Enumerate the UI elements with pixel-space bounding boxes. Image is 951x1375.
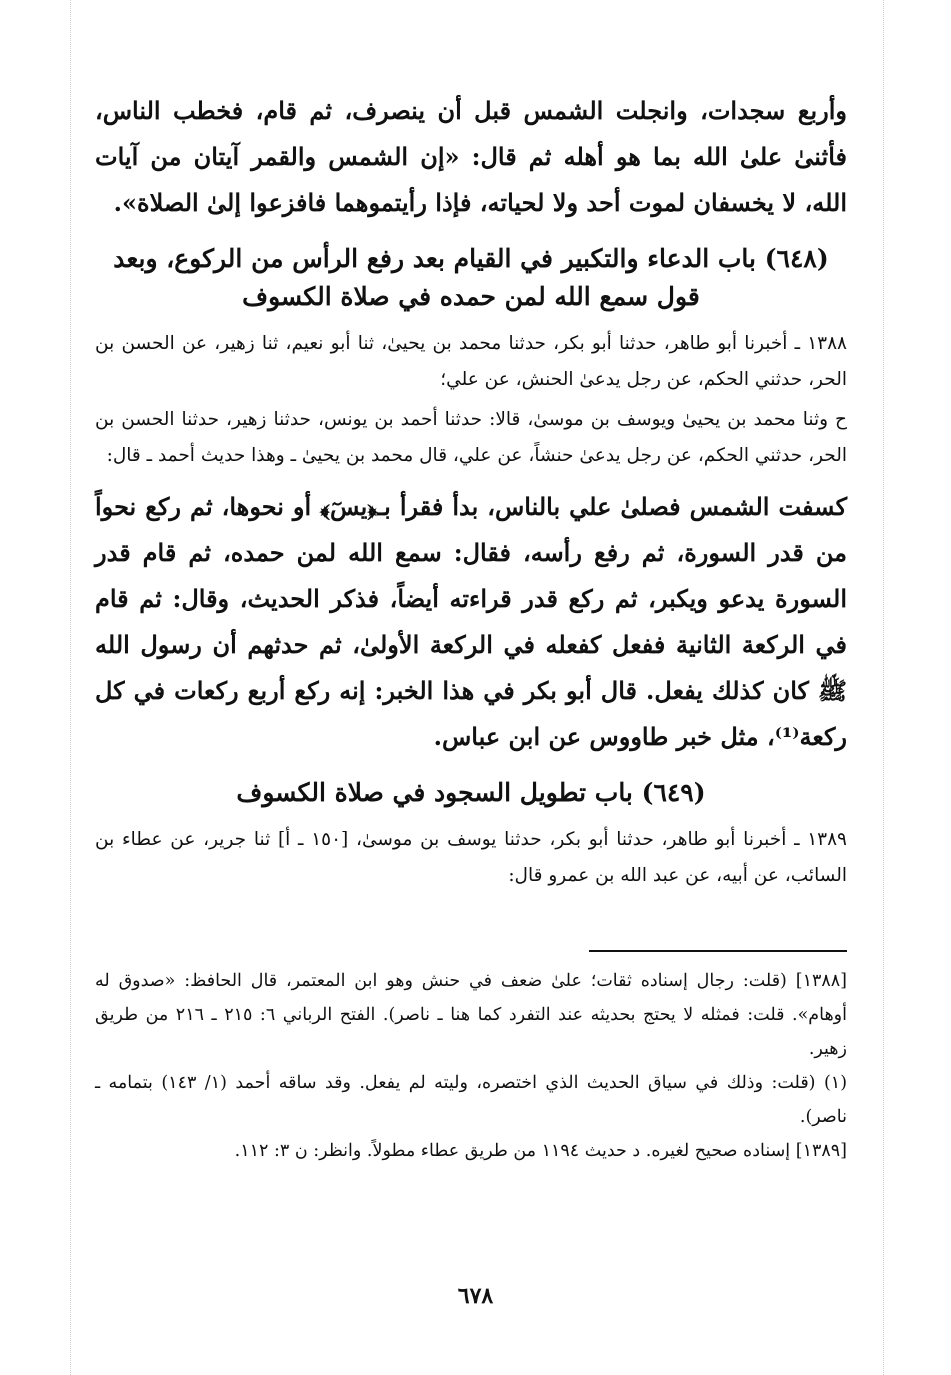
scan-fold-line-left xyxy=(70,0,71,1375)
scan-fold-line-right xyxy=(883,0,884,1375)
hadith-1388-matn: كسفت الشمس فصلىٰ علي بالناس، بدأ فقرأ بـ﴿يسٓ﴾ أو نحوها، ثم ركع نحواً من قدر السورة، ثم رفع رأسه، فقال: سمع الله لمن حمده، ثم قام قدر السورة يدعو ويكبر، ثم ركع قدر قراءته أيضاً، فذكر الحديث، وقال: ثم قام في الركعة الثانية ففعل كفعله في الركعة الأولىٰ، ثم حدثهم أن رسول الله ﷺ كان كذلك يفعل. قال أبو بكر في هذا الخبر: إنه ركع أربع ركعات في كل ركعة⁽¹⁾، مثل خبر طاووس عن ابن عباس. xyxy=(95,492,847,751)
footnote-1: (١) (قلت: وذلك في سياق الحديث الذي اختصره، وليته لم يفعل. وقد ساقه أحمد (١/ ١٤٣) بتمامه ـ ناصر). xyxy=(95,1073,848,1127)
footnote-separator xyxy=(589,950,847,952)
footnote-1388: [١٣٨٨] (قلت: رجال إسناده ثقات؛ علىٰ ضعف في حنش وهو ابن المعتمر، قال الحافظ: «صدوق له أوهام». قلت: فمثله لا يحتج بحديثه عند التفرد كما هنا ـ ناصر). الفتح الرباني ٦: ٢١٥ ـ ٢١٦ من طريق زهير. xyxy=(95,971,847,1059)
page-body xyxy=(95,88,847,1168)
hadith-1388-isnad-second: ح وثنا محمد بن يحيىٰ ويوسف بن موسىٰ، قالا: حدثنا أحمد بن يونس، حدثنا زهير، حدثنا الحسن بن الحر، حدثني الحكم، عن رجل يدعىٰ حنشاً، عن علي، قال محمد بن يحيىٰ ـ وهذا حديث أحمد ـ قال: xyxy=(95,409,847,466)
hadith-1389-isnad: ١٣٨٩ ـ أخبرنا أبو طاهر، حدثنا أبو بكر، حدثنا يوسف بن موسىٰ، [١٥٠ ـ أ] ثنا جرير، عن عطاء بن السائب، عن أبيه، عن عبد الله بن عمرو قال: xyxy=(95,829,847,886)
chapter-heading-648: (٦٤٨) باب الدعاء والتكبير في القيام بعد رفع الرأس من الركوع، وبعد قول سمع الله لمن حمده في صلاة الكسوف xyxy=(113,244,829,311)
hadith-1388-isnad-first: ١٣٨٨ ـ أخبرنا أبو طاهر، حدثنا أبو بكر، حدثنا محمد بن يحيىٰ، ثنا أبو نعيم، ثنا زهير، عن الحسن بن الحر، حدثني الحكم، عن رجل يدعىٰ الحنش، عن علي؛ xyxy=(95,333,847,390)
chapter-heading-649: (٦٤٩) باب تطويل السجود في صلاة الكسوف xyxy=(236,778,706,807)
footnote-1389: [١٣٨٩] إسناده صحيح لغيره. د حديث ١١٩٤ من طريق عطاء مطولاً. وانظر: ن ٣: ١١٢. xyxy=(234,1141,847,1161)
page-number: ٦٧٨ xyxy=(457,1283,494,1309)
opening-paragraph: وأربع سجدات، وانجلت الشمس قبل أن ينصرف، ثم قام، فخطب الناس، فأثنىٰ علىٰ الله بما هو أهله ثم قال: «إن الشمس والقمر آيتان من آيات الله، لا يخسفان لموت أحد ولا لحياته، فإذا رأيتموهما فافزعوا إلىٰ الصلاة». xyxy=(95,96,847,217)
